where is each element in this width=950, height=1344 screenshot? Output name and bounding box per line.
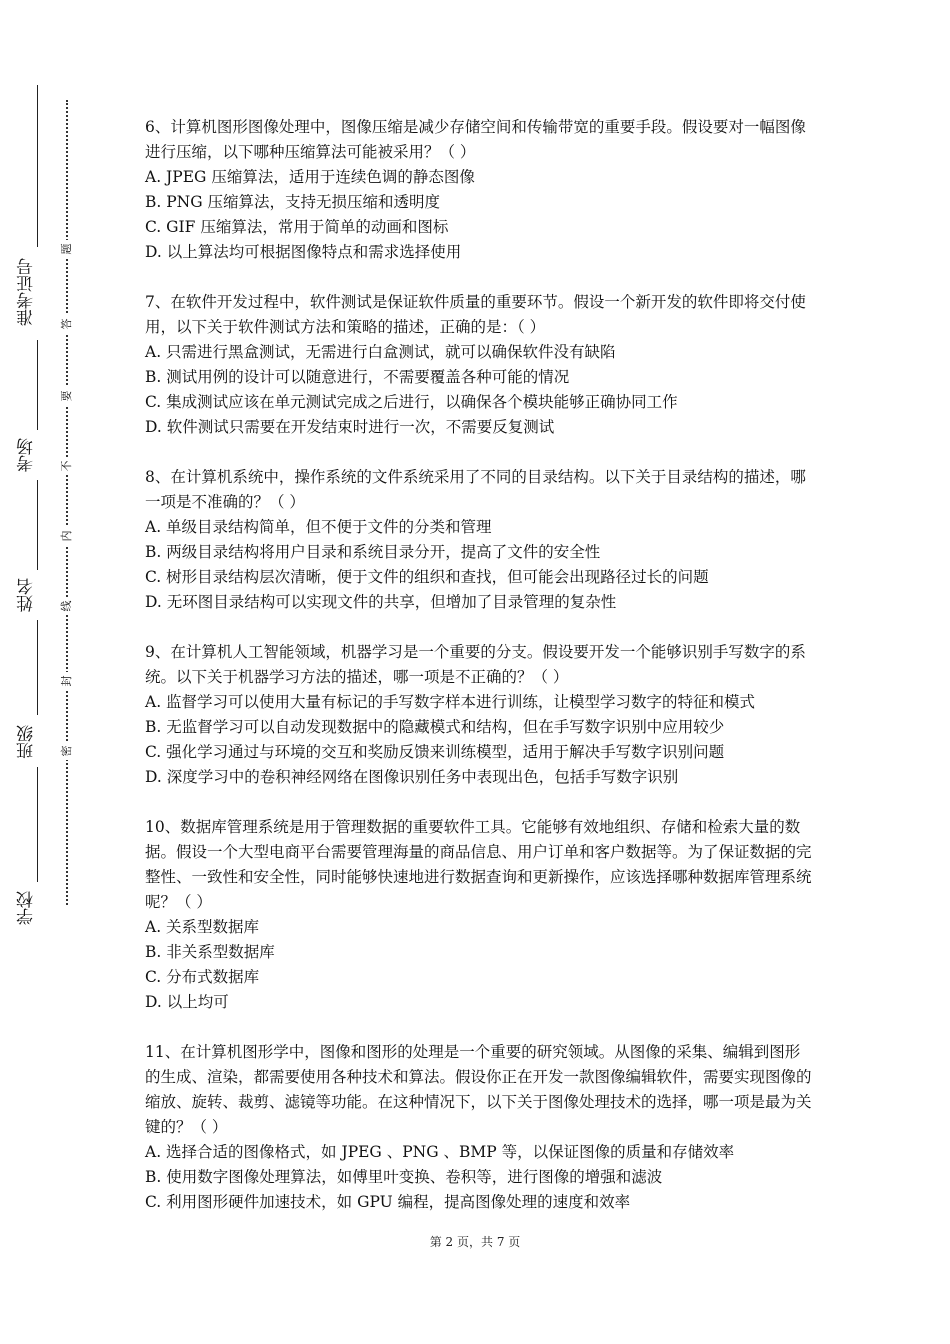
option-b: B. 两级目录结构将用户目录和系统目录分开，提高了文件的安全性 (145, 543, 601, 561)
option-a: A. 只需进行黑盒测试，无需进行白盒测试，就可以确保软件没有缺陷 (145, 343, 616, 361)
option-b: B. 使用数字图像处理算法，如傅里叶变换、卷积等，进行图像的增强和滤波 (145, 1168, 663, 1186)
option-d: D. 以上算法均可根据图像特点和需求选择使用 (145, 243, 462, 261)
field-line-class (37, 620, 38, 715)
field-label-class: 班级 (17, 725, 37, 759)
question-10 (145, 815, 815, 1015)
seal-char: 答 (61, 315, 73, 333)
question-stem: 6、计算机图形图像处理中，图像压缩是减少存储空间和传输带宽的重要手段。假设要对一幅图像进行压缩，以下哪种压缩算法可能被采用？（ ） (145, 118, 806, 161)
option-c: C. 分布式数据库 (145, 968, 260, 986)
question-9 (145, 640, 815, 790)
option-d: D. 以上均可 (145, 993, 229, 1011)
field-line-school (37, 767, 38, 882)
option-b: B. 非关系型数据库 (145, 943, 275, 961)
seal-dotted-line (66, 100, 68, 905)
question-8 (145, 465, 815, 615)
option-d: D. 深度学习中的卷积神经网络在图像识别任务中表现出色，包括手写数字识别 (145, 768, 679, 786)
seal-char: 封 (61, 672, 73, 690)
option-a: A. 关系型数据库 (145, 918, 260, 936)
option-b: B. PNG 压缩算法，支持无损压缩和透明度 (145, 193, 441, 211)
question-11 (145, 1040, 815, 1215)
option-d: D. 软件测试只需要在开发结束时进行一次，不需要反复测试 (145, 418, 555, 436)
seal-char: 内 (61, 527, 73, 545)
option-b: B. 测试用例的设计可以随意进行，不需要覆盖各种可能的情况 (145, 368, 570, 386)
option-c: C. 利用图形硬件加速技术，如 GPU 编程，提高图像处理的速度和效率 (145, 1193, 631, 1211)
option-d: D. 无环图目录结构可以实现文件的共享，但增加了目录管理的复杂性 (145, 593, 617, 611)
question-stem: 10、数据库管理系统是用于管理数据的重要软件工具。它能够有效地组织、存储和检索大量的数据。假设一个大型电商平台需要管理海量的商品信息、用户订单和客户数据等。为了保证数据的完整性、一致性和安全性，同时能够快速地进行数据查询和更新操作，应该选择哪种数据库管理系统呢？（ ） (145, 818, 812, 911)
field-line-name (37, 480, 38, 570)
question-stem: 7、在软件开发过程中，软件测试是保证软件质量的重要环节。假设一个新开发的软件即将交付使用，以下关于软件测试方法和策略的描述，正确的是：（ ） (145, 293, 806, 336)
question-stem: 9、在计算机人工智能领域，机器学习是一个重要的分支。假设要开发一个能够识别手写数字的系统。以下关于机器学习方法的描述，哪一项是不正确的？（ ） (145, 643, 806, 686)
option-a: A. 监督学习可以使用大量有标记的手写数字样本进行训练，让模型学习数字的特征和模式 (145, 693, 756, 711)
seal-char: 不 (61, 457, 73, 475)
option-c: C. 强化学习通过与环境的交互和奖励反馈来训练模型，适用于解决手写数字识别问题 (145, 743, 725, 761)
seal-char: 题 (61, 240, 73, 258)
seal-char: 线 (61, 597, 73, 615)
field-label-exam-number: 准考证号 (17, 258, 37, 326)
question-7 (145, 290, 815, 440)
field-label-school: 学校 (17, 891, 37, 925)
field-line-exam-room (37, 340, 38, 430)
binding-margin (0, 0, 110, 1344)
question-stem: 8、在计算机系统中，操作系统的文件系统采用了不同的目录结构。以下关于目录结构的描述，哪一项是不准确的？（ ） (145, 468, 806, 511)
question-list (145, 115, 815, 1240)
option-a: A. 选择合适的图像格式，如 JPEG 、PNG 、BMP 等，以保证图像的质量和存储效率 (145, 1143, 735, 1161)
field-label-name: 姓名 (17, 578, 37, 612)
option-b: B. 无监督学习可以自动发现数据中的隐藏模式和结构，但在手写数字识别中应用较少 (145, 718, 725, 736)
field-line-exam-number (37, 85, 38, 247)
page-footer: 第 2 页，共 7 页 (429, 1235, 521, 1249)
option-c: C. 集成测试应该在单元测试完成之后进行，以确保各个模块能够正确协同工作 (145, 393, 678, 411)
option-a: A. JPEG 压缩算法，适用于连续色调的静态图像 (145, 168, 475, 186)
seal-char: 要 (61, 387, 73, 405)
option-c: C. GIF 压缩算法，常用于简单的动画和图标 (145, 218, 449, 236)
field-label-exam-room: 考场 (17, 438, 37, 472)
question-6 (145, 115, 815, 265)
option-a: A. 单级目录结构简单，但不便于文件的分类和管理 (145, 518, 492, 536)
question-stem: 11、在计算机图形学中，图像和图形的处理是一个重要的研究领域。从图像的采集、编辑到图形的生成、渲染，都需要使用各种技术和算法。假设你正在开发一款图像编辑软件，需要实现图像的缩放、旋转、裁剪、滤镜等功能。在这种情况下，以下关于图像处理技术的选择，哪一项是最为关键的？（ ） (145, 1043, 812, 1136)
seal-char: 密 (61, 742, 73, 760)
option-c: C. 树形目录结构层次清晰，便于文件的组织和查找，但可能会出现路径过长的问题 (145, 568, 709, 586)
